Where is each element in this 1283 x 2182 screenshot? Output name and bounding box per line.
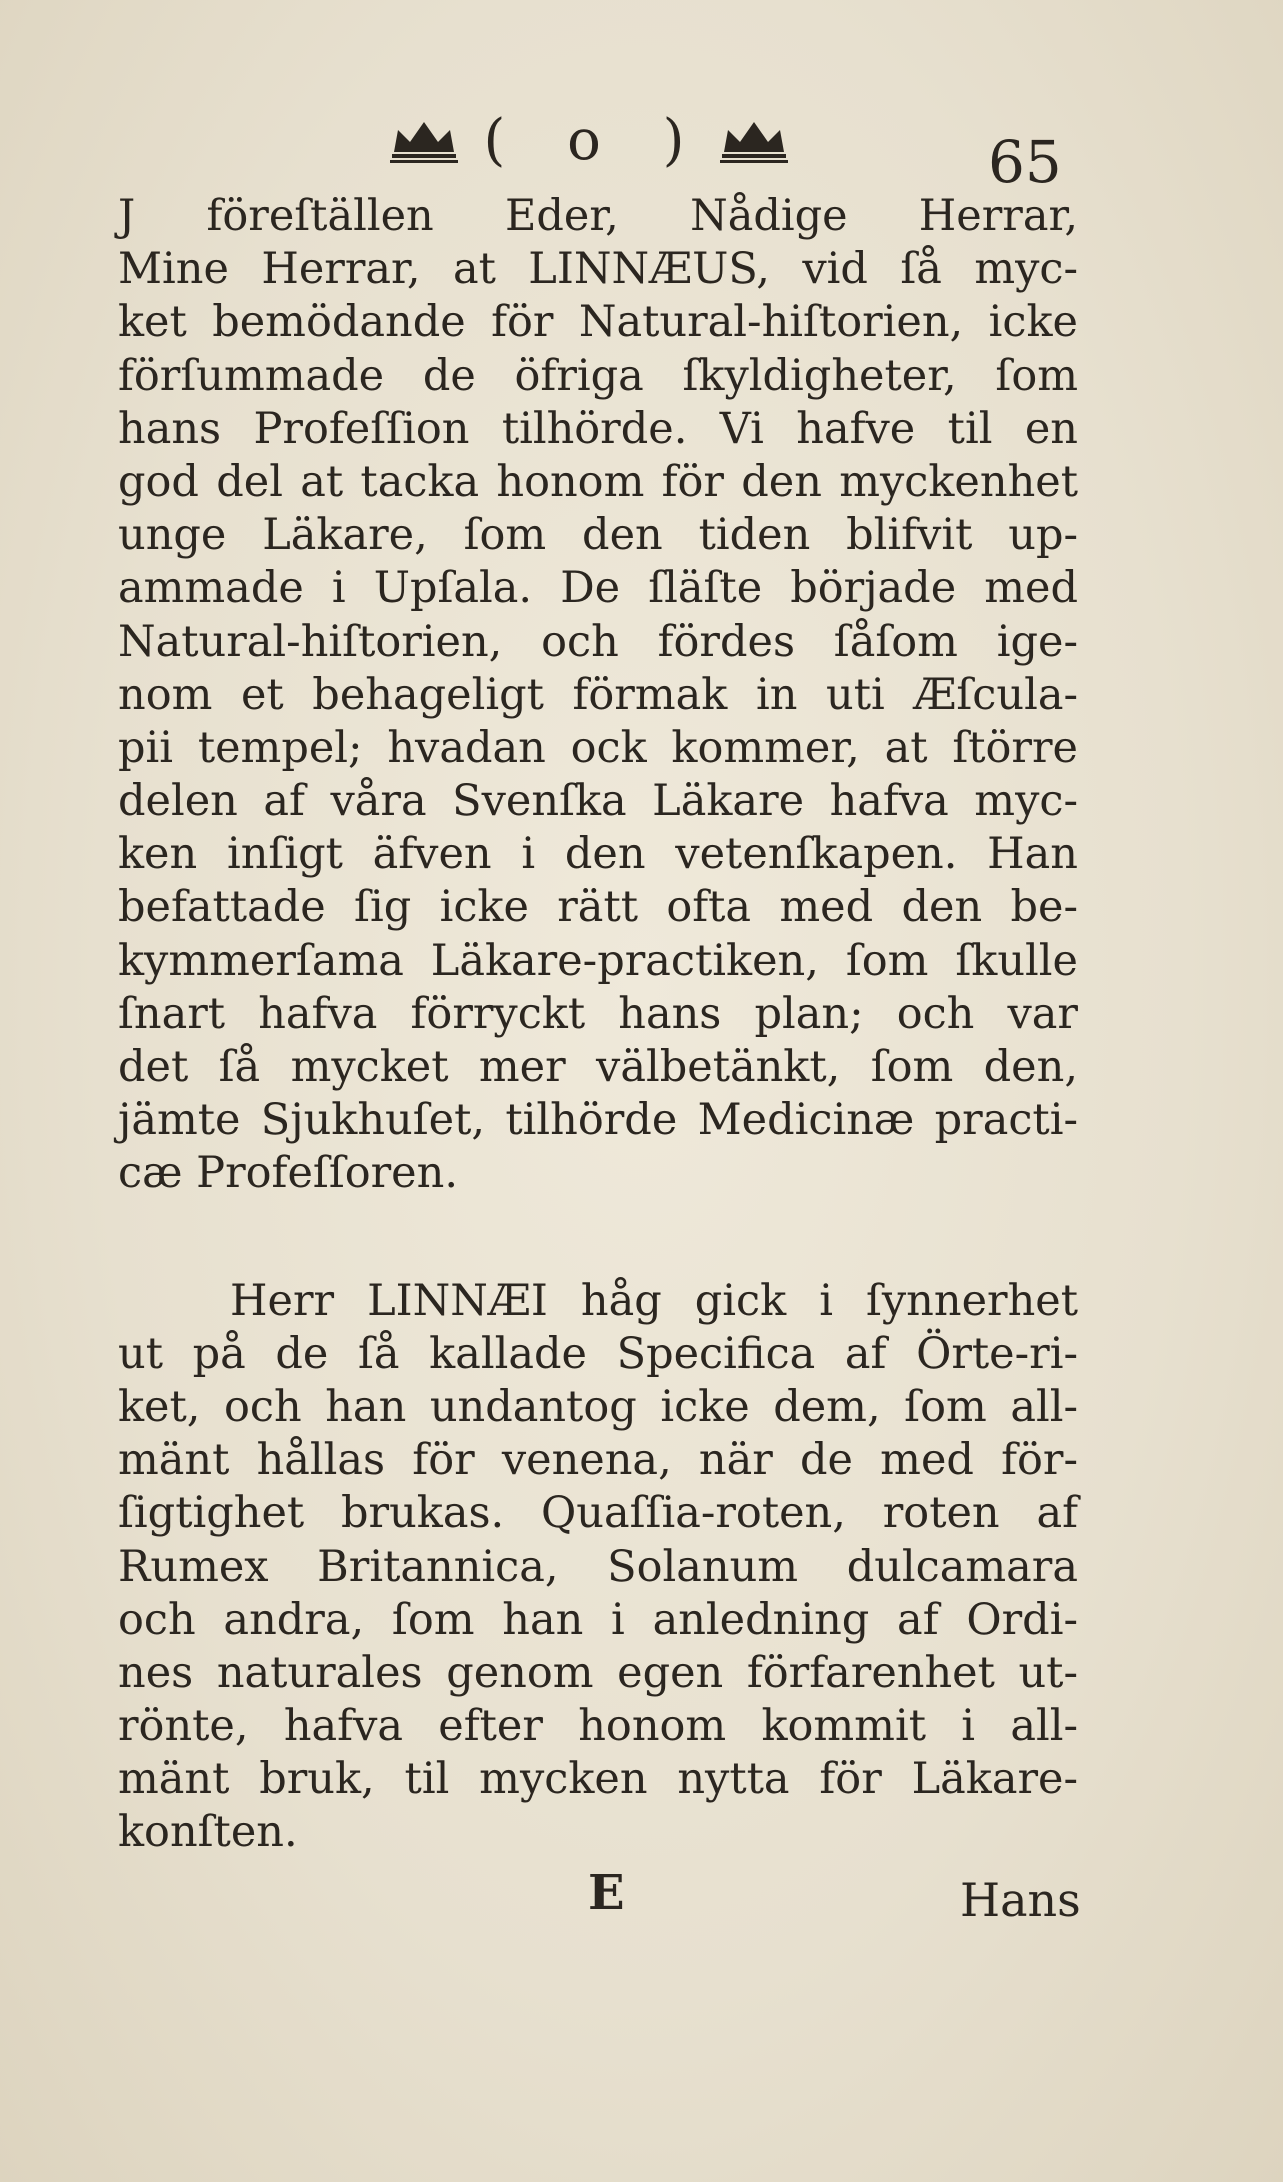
page-number: 65 <box>988 128 1062 196</box>
text-line: nes naturales genom egen förfarenhet ut- <box>118 1647 1078 1698</box>
text-line: Mine Herrar, at LINNÆUS, vid ſå myc- <box>118 244 1078 295</box>
text-line: Natural-hiſtorien, och fördes ſåſom ige- <box>118 616 1078 667</box>
text-line: konſten. <box>118 1807 298 1858</box>
text-line: hans Profeſſion tilhörde. Vi hafve til en <box>118 403 1078 454</box>
text-line: unge Läkare, ſom den tiden blifvit up- <box>118 510 1078 561</box>
text-line: pii tempel; hvadan ock kommer, at ſtörre <box>118 722 1078 773</box>
catchword: Hans <box>960 1873 1081 1927</box>
text-line: det ſå mycket mer välbetänkt, ſom den, <box>118 1042 1078 1092</box>
text-line: cæ Profeſſoren. <box>118 1148 458 1199</box>
text-line: mänt hållas för venena, när de med för- <box>118 1435 1078 1486</box>
crown-ornament-icon <box>388 116 460 164</box>
crown-ornament-icon <box>718 116 790 164</box>
text-line: ſnart hafva förryckt hans plan; och var <box>118 988 1078 1039</box>
text-line: befattade ſig icke rätt ofta med den be- <box>118 882 1078 933</box>
text-line: delen af våra Svenſka Läkare hafva myc- <box>118 776 1078 827</box>
text-line: rönte, hafva efter honom kommit i all- <box>118 1701 1078 1752</box>
page-footer <box>0 1865 1283 1935</box>
text-line: ken inſigt äfven i den vetenſkapen. Han <box>118 829 1078 880</box>
text-line: ket, och han undantog icke dem, ſom all- <box>118 1381 1078 1432</box>
text-line: förſummade de öfriga ſkyldigheter, ſom <box>118 350 1078 401</box>
page-header <box>0 108 1283 196</box>
paragraph-1 <box>118 190 1078 1201</box>
text-line: J föreſtällen Eder, Nådige Herrar, <box>118 191 1078 241</box>
text-line: kymmerſama Läkare-practiken, ſom ſkulle <box>118 935 1078 986</box>
text-line: god del at tacka honom för den myckenhet <box>118 456 1078 507</box>
text-line: ammade i Upſala. De ſläſte började med <box>118 563 1078 614</box>
text-line: ut på de ſå kallade Specifica af Örte-ri- <box>118 1328 1078 1379</box>
text-line: och andra, ſom han i anledning af Ordi- <box>118 1594 1078 1645</box>
paragraph-2 <box>118 1275 1078 1860</box>
text-line: ſigtighet brukas. Quaſſia-roten, roten af <box>118 1488 1078 1539</box>
text-line: Herr LINNÆI håg gick i ſynnerhet <box>230 1275 1078 1326</box>
folio-mark: ( o ) <box>483 108 707 173</box>
body-text <box>118 190 1078 1860</box>
text-line: mänt bruk, til mycken nytta för Läkare- <box>118 1754 1078 1805</box>
text-line: jämte Sjukhuſet, tilhörde Medicinæ practi- <box>118 1095 1078 1146</box>
signature-mark: E <box>588 1865 625 1921</box>
text-line: Rumex Britannica, Solanum dulcamara <box>118 1541 1078 1592</box>
text-line: nom et behageligt förmak in uti Æſcula- <box>118 669 1078 720</box>
text-line: ket bemödande för Natural-hiſtorien, icke <box>118 297 1078 348</box>
